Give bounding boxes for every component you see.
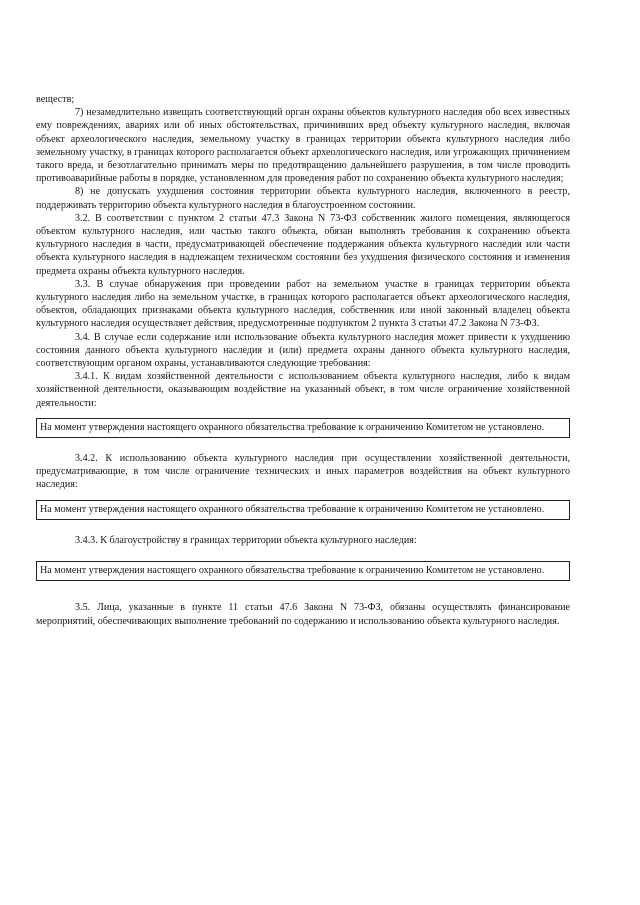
paragraph-item-7: 7) незамедлительно извещать соответствующий орган охраны объектов культурного наследия обо всех известных ему повреждениях, авариях или об иных обстоятельствах, причинивших вред объекту культурного наследия, включая объект археологического наследия, земельному участку в границах территории объекта культурного наследия либо земельному участку, в границах которого располагается объект археологического наследия, или угрожающих причинением такого вреда, и безотлагательно принимать меры по предотвращению дальнейшего разрушения, в том числе проводить противоаварийные работы в порядке, установленном для проведения работ по сохранению объекта культурного наследия; [36,107,570,185]
document-body [36,93,570,628]
requirement-box-3: На момент утверждения настоящего охранного обязательства требование к ограничению Комитетом не установлено. [36,561,570,581]
paragraph-3-4-3: 3.4.3. К благоустройству в границах территории объекта культурного наследия: [75,534,417,546]
requirement-box-1: На момент утверждения настоящего охранного обязательства требование к ограничению Комитетом не установлено. [36,418,570,438]
paragraph-3-4-1: 3.4.1. К видам хозяйственной деятельности с использованием объекта культурного наследия, либо к видам хозяйственной деятельности, оказывающим воздействие на указанный объект, в том числе ограничение хозяйственной деятельности: [36,371,570,409]
paragraph-3-2: 3.2. В соответствии с пунктом 2 статьи 47.3 Закона N 73-ФЗ собственник жилого помещения, являющегося объектом культурного наследия, или частью такого объекта, обязан выполнять требования к сохранению объекта культурного наследия в части, предусматривающей обеспечение поддержания объекта культурного наследия или части объекта культурного наследия в надлежащем техническом состоянии без ухудшения физического состояния и изменения предмета охраны объекта культурного наследия. [36,212,570,277]
paragraph-continuation: веществ; [36,94,75,105]
paragraph-3-4: 3.4. В случае если содержание или использование объекта культурного наследия может привести к ухудшению состояния данного объекта культурного наследия и (или) предмета охраны данного объекта культурного наследия, соответствующим органом охраны, устанавливаются следующие требования: [36,331,570,370]
requirement-box-2: На момент утверждения настоящего охранного обязательства требование к ограничению Комитетом не установлено. [36,500,570,520]
paragraph-3-5: 3.5. Лица, указанные в пункте 11 статьи 47.6 Закона N 73-ФЗ, обязаны осуществлять финансирование мероприятий, обеспечивающих выполнение требований по содержанию и использованию объекта культурного наследия. [36,602,570,627]
paragraph-3-3: 3.3. В случае обнаружения при проведении работ на земельном участке в границах территории объекта культурного наследия либо на земельном участке, в границах которого располагается объект археологического наследия, объектов, обладающих признаками объекта культурного наследия, собственник или иной законный владелец объекта культурного наследия осуществляет действия, предусмотренные подпунктом 2 пункта 3 статьи 47.2 Закона N 73-ФЗ. [36,278,570,330]
paragraph-3-4-2: 3.4.2. К использованию объекта культурного наследия при осуществлении хозяйственной деятельности, предусматривающие, в том числе ограничение технических и иных параметров воздействия на объект культурного наследия: [36,453,570,491]
paragraph-item-8: 8) не допускать ухудшения состояния территории объекта культурного наследия, включенного в реестр, поддерживать территорию объекта культурного наследия в благоустроенном состоянии. [36,186,570,211]
